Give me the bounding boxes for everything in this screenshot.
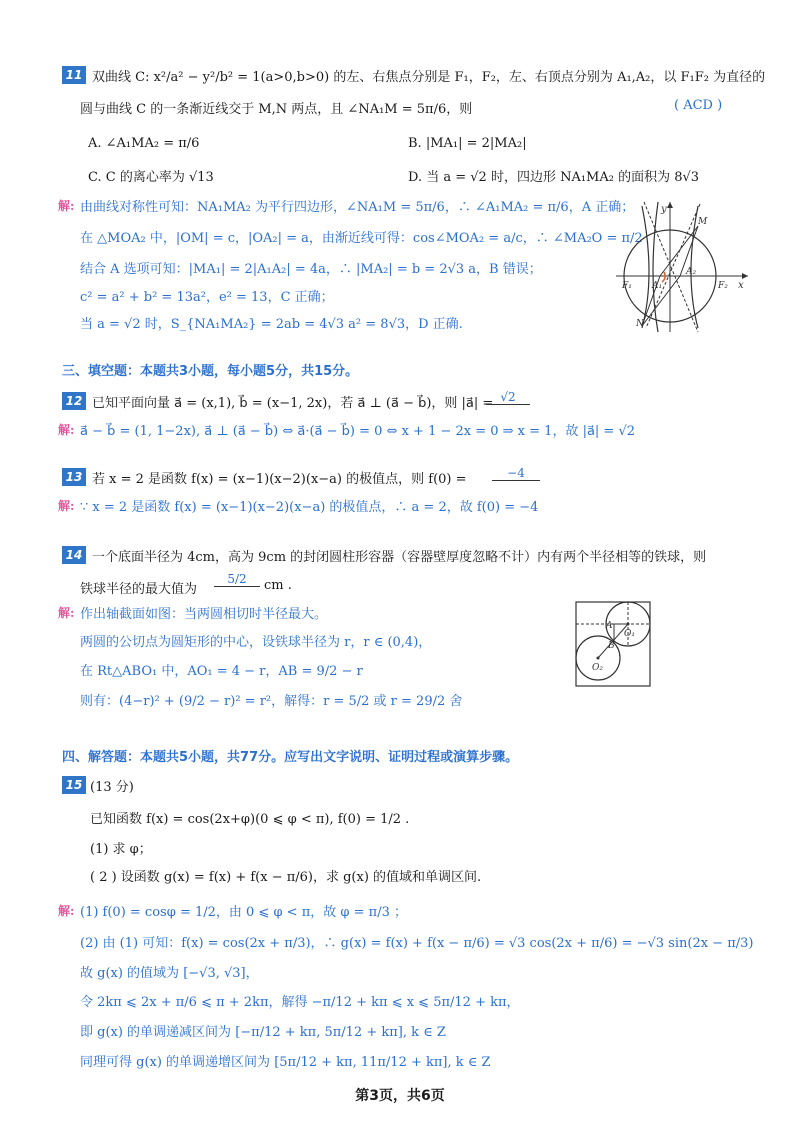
q11-option-b: B. |MA₁| = 2|MA₂| — [408, 136, 527, 151]
q12-solution: a⃗ − b⃗ = (1, 1−2x), a⃗ ⊥ (a⃗ − b⃗) ⇔ a⃗·(a⃗ − b⃗) = 0 ⇔ x + 1 − 2x = 0 ⇒ x = 1，故 |a⃗| = √2 — [80, 424, 636, 439]
q11-stem-line1: 双曲线 C: x²/a² − y²/b² = 1(a>0,b>0) 的左、右焦点分别是 F₁，F₂，左、右顶点分别为 A₁,A₂，以 F₁F₂ 为直径的 — [92, 70, 766, 85]
hyperbola-circle-figure — [612, 196, 752, 336]
q11-solution-line3: 结合 A 选项可知：|MA₁| = 2|A₁A₂| = 4a，∴ |MA₂| = b = 2√3 a，B 错误； — [80, 262, 542, 277]
fig-label-m: M — [698, 217, 708, 227]
q14-stem-line1: 一个底面半径为 4cm，高为 9cm 的封闭圆柱形容器（容器壁厚度忽略不计）内有两个半径相等的铁球，则 — [92, 550, 707, 565]
fig-label-a: A — [606, 621, 613, 631]
fig-label-a2: A₂ — [686, 267, 697, 277]
section-4-heading: 四、解答题：本题共5小题，共77分。应写出文字说明、证明过程或演算步骤。 — [62, 750, 519, 765]
q15-stem: 已知函数 f(x) = cos(2x+φ)(0 ⩽ φ < π), f(0) = 1/2 . — [90, 812, 410, 827]
q15-part2: ( 2 ) 设函数 g(x) = f(x) + f(x − π/6)，求 g(x) 的值域和单调区间. — [90, 870, 482, 885]
q11-solution-line4: c² = a² + b² = 13a²，e² = 13，C 正确； — [80, 290, 334, 305]
q13-number-badge: 13 — [62, 468, 86, 486]
cylinder-cross-section-figure — [574, 600, 654, 690]
q12-answer-blank: √2 — [486, 390, 530, 405]
q15-part1: (1) 求 φ； — [90, 842, 152, 857]
q15-score: (13 分) — [90, 780, 134, 795]
q12-stem: 已知平面向量 a⃗ = (x,1), b⃗ = (x−1, 2x)，若 a⃗ ⊥ (a⃗ − b⃗)，则 |a⃗| = — [92, 396, 494, 411]
q14-stem-line2: 铁球半径的最大值为 — [80, 582, 198, 597]
q11-option-c: C. C 的离心率为 √13 — [88, 170, 214, 185]
q14-solution-label: 解: — [58, 606, 75, 620]
q15-solution-line1: (1) f(0) = cosφ = 1/2，由 0 ⩽ φ < π，故 φ = π/3 ； — [80, 905, 407, 920]
q11-answer: ( ACD ) — [674, 98, 723, 113]
page-footer: 第3页，共6页 — [355, 1088, 445, 1104]
q11-option-d: D. 当 a = √2 时，四边形 NA₁MA₂ 的面积为 8√3 — [408, 170, 700, 185]
fig-label-y: y — [661, 204, 667, 215]
fig-label-o1: O₁ — [624, 629, 635, 639]
q14-number-badge: 14 — [62, 546, 86, 564]
q11-solution-line1: 由曲线对称性可知：NA₁MA₂ 为平行四边形，∠NA₁M = 5π/6，∴ ∠A₁MA₂ = π/6，A 正确； — [80, 200, 635, 215]
q14-unit: cm . — [264, 578, 292, 593]
fig-label-a1: A₁ — [652, 281, 663, 291]
q12-number-badge: 12 — [62, 392, 86, 410]
q14-answer-blank: 5/2 — [214, 572, 260, 587]
fig-label-b: B — [608, 641, 615, 651]
q13-answer-blank: −4 — [492, 466, 540, 481]
q11-option-a: A. ∠A₁MA₂ = π/6 — [88, 136, 200, 151]
fig-label-x: x — [738, 280, 744, 291]
q15-solution-label: 解: — [58, 904, 75, 918]
q14-solution-line1: 作出轴截面如图：当两圆相切时半径最大。 — [80, 607, 328, 622]
q15-number-badge: 15 — [62, 776, 86, 794]
q14-solution-line2: 两圆的公切点为圆矩形的中心，设铁球半径为 r，r ∈ (0,4)， — [80, 635, 432, 650]
q13-solution: ∵ x = 2 是函数 f(x) = (x−1)(x−2)(x−a) 的极值点，∴ a = 2，故 f(0) = −4 — [80, 500, 539, 515]
q15-solution-line2: (2) 由 (1) 可知：f(x) = cos(2x + π/3)，∴ g(x) = f(x) + f(x − π/6) = √3 cos(2x + π/6) = −√3 sin(2x − π/3) — [80, 936, 754, 951]
q11-solution-label: 解: — [58, 199, 75, 213]
q12-solution-label: 解: — [58, 423, 75, 437]
fig-label-n: N — [636, 319, 644, 329]
fig-label-f2: F₂ — [718, 281, 728, 291]
q15-solution-line3: 故 g(x) 的值域为 [−√3, √3]， — [80, 966, 259, 981]
q13-stem: 若 x = 2 是函数 f(x) = (x−1)(x−2)(x−a) 的极值点，则 f(0) = — [92, 472, 467, 487]
q15-solution-line5: 即 g(x) 的单调递减区间为 [−π/12 + kπ, 5π/12 + kπ], k ∈ Z — [80, 1025, 446, 1040]
q15-solution-line4: 令 2kπ ⩽ 2x + π/6 ⩽ π + 2kπ，解得 −π/12 + kπ ⩽ x ⩽ 5π/12 + kπ， — [80, 995, 520, 1010]
q11-number-badge: 11 — [62, 66, 86, 84]
q11-solution-line2: 在 △MOA₂ 中，|OM| = c，|OA₂| = a，由渐近线可得：cos∠MOA₂ = a/c，∴ ∠MA₂O = π/2 — [80, 231, 643, 246]
q14-solution-line4: 则有：(4−r)² + (9/2 − r)² = r²，解得：r = 5/2 或 r = 29/2 舍 — [80, 694, 463, 709]
fig-label-f1: F₁ — [622, 281, 632, 291]
q11-stem-line2: 圆与曲线 C 的一条渐近线交于 M,N 两点，且 ∠NA₁M = 5π/6，则 — [80, 102, 473, 117]
fig-label-o2: O₂ — [592, 663, 603, 673]
q13-solution-label: 解: — [58, 499, 75, 513]
q15-solution-line6: 同理可得 g(x) 的单调递增区间为 [5π/12 + kπ, 11π/12 + kπ], k ∈ Z — [80, 1055, 491, 1070]
q14-solution-line3: 在 Rt△ABO₁ 中，AO₁ = 4 − r，AB = 9/2 − r — [80, 664, 363, 679]
q11-solution-line5: 当 a = √2 时，S_{NA₁MA₂} = 2ab = 4√3 a² = 8√3，D 正确. — [80, 317, 463, 332]
section-3-heading: 三、填空题：本题共3小题，每小题5分，共15分。 — [62, 364, 359, 379]
